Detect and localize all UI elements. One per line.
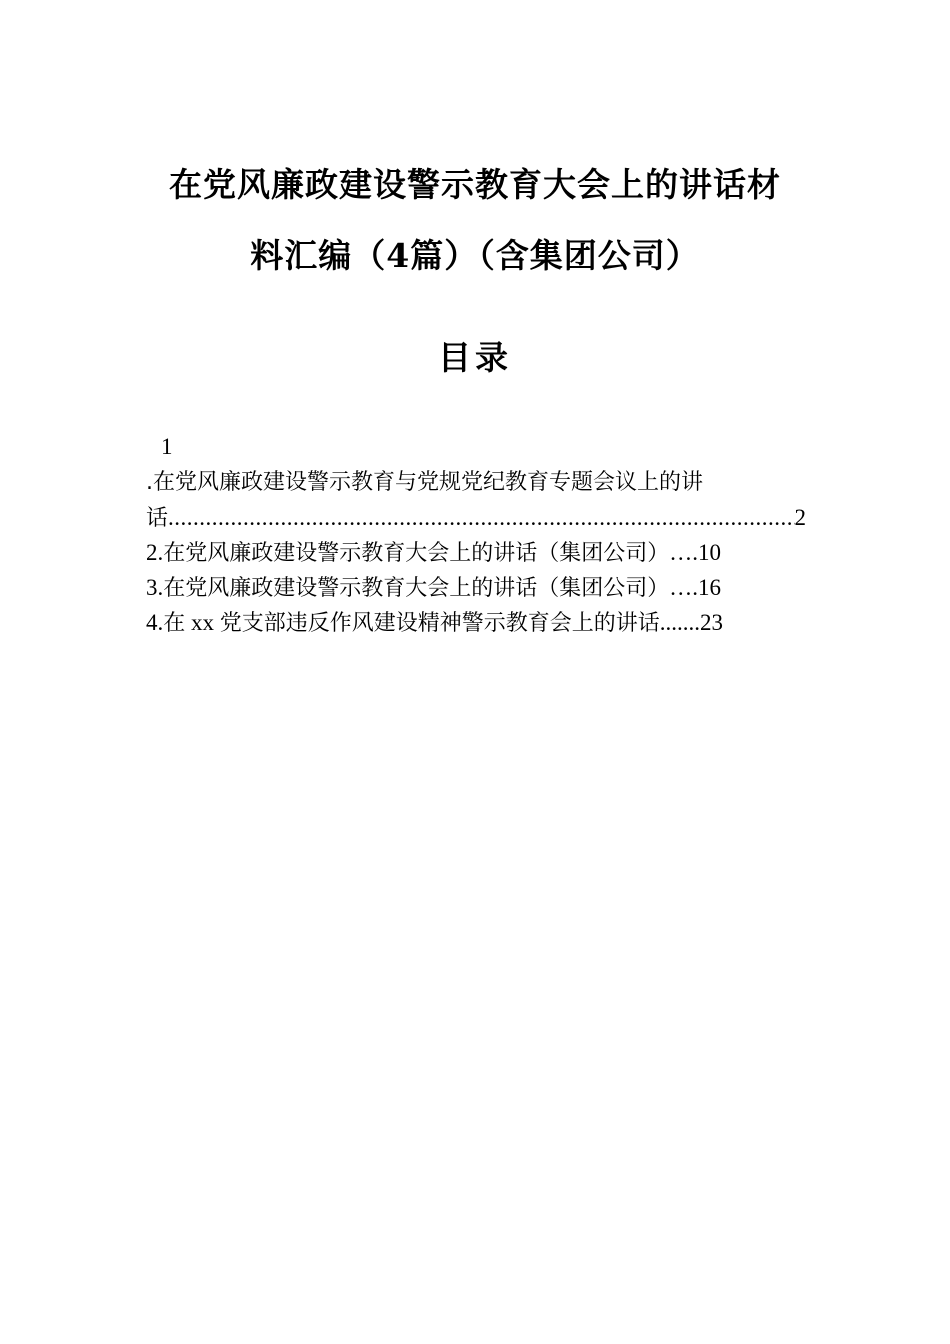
toc-item-3-page: 16 xyxy=(698,575,722,600)
toc-item-1-leader xyxy=(168,501,794,535)
toc-item-1-line1[interactable] xyxy=(146,466,806,500)
toc-item-4-text: 党支部违反作风建设精神警示教育会上的讲话 xyxy=(219,611,660,636)
toc-item-3-leader: …. xyxy=(669,575,699,600)
toc-item-2-leader: …. xyxy=(669,540,699,565)
toc-item-1-text: .在党风廉政建设警示教育与党规党纪教育专题会议上的讲 xyxy=(146,470,703,495)
toc-item-4-prefix: 在 xyxy=(163,611,186,636)
toc-item-1-number[interactable]: 1 xyxy=(161,434,173,459)
toc-item-3-number: 3. xyxy=(146,575,164,600)
toc-item-1-line2[interactable] xyxy=(146,501,806,535)
toc-item-4-number: 4. xyxy=(146,610,164,635)
toc-item-2-text: 在党风廉政建设警示教育大会上的讲话（集团公司） xyxy=(163,541,670,566)
toc-item-4[interactable] xyxy=(146,606,806,640)
toc-heading: 目录 xyxy=(438,338,512,377)
toc-item-1-text-cont: 话 xyxy=(146,506,169,531)
toc-item-2-page: 10 xyxy=(698,540,722,565)
document-title-line2: 料汇编（4篇）（含集团公司） xyxy=(250,236,700,275)
toc-item-2-number: 2. xyxy=(146,540,164,565)
toc-item-3[interactable] xyxy=(146,571,806,605)
toc-item-1-page: 2 xyxy=(794,505,806,530)
document-title-line1: 在党风廉政建设警示教育大会上的讲话材 xyxy=(169,165,781,204)
toc-item-2[interactable] xyxy=(146,536,806,570)
toc-item-4-leader: ....... xyxy=(659,610,701,635)
toc-item-4-page: 23 xyxy=(700,610,724,635)
toc-item-3-text: 在党风廉政建设警示教育大会上的讲话（集团公司） xyxy=(163,576,670,601)
toc-item-4-xx: xx xyxy=(185,610,220,635)
